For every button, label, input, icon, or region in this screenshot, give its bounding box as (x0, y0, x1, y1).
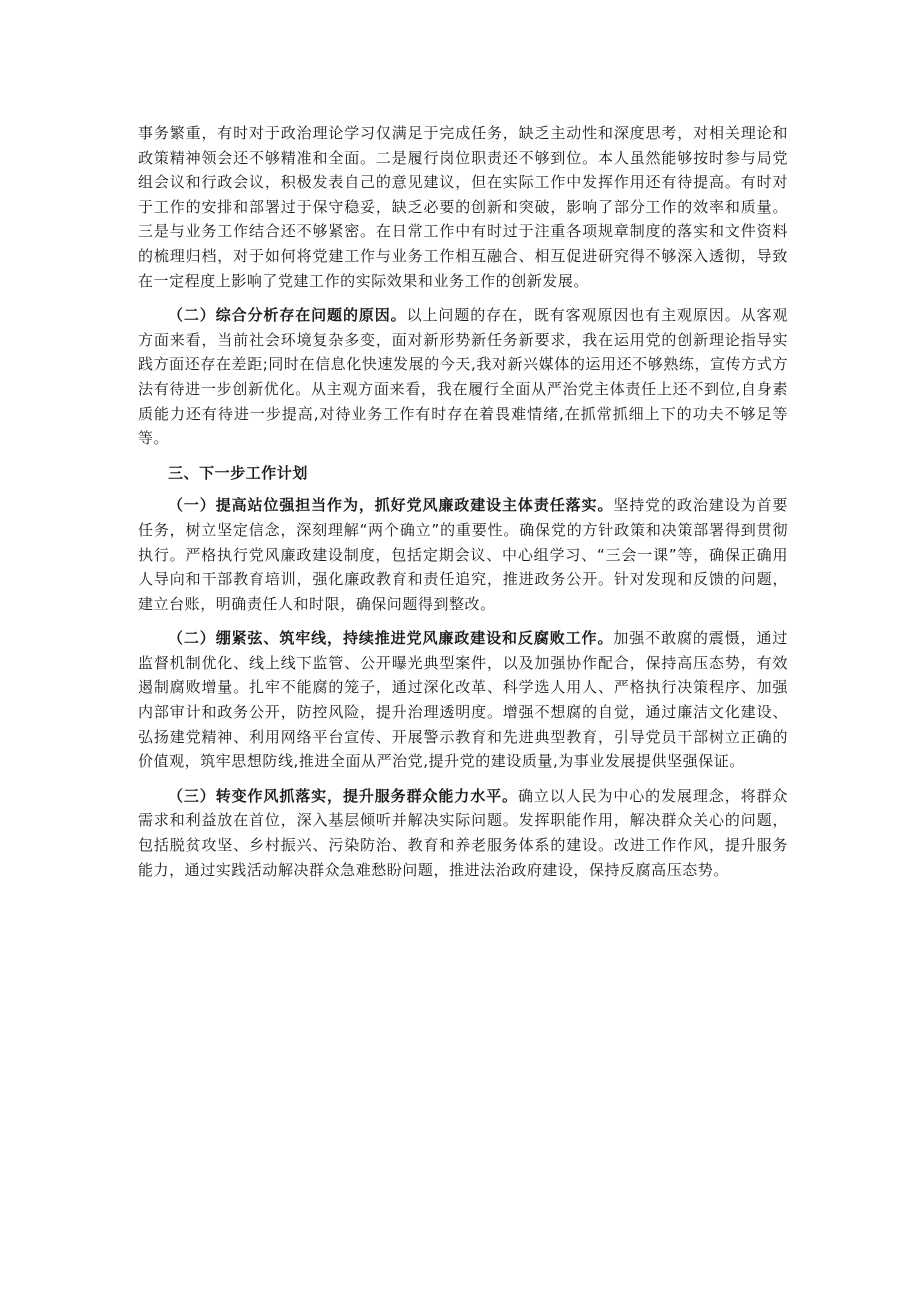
paragraph-plan-1-body: 坚持党的政治建设为首要任务，树立坚定信念，深刻理解“两个确立”的重要性。确保党的方针政策和决策部署得到贯彻执行。严格执行党风廉政建设制度，包括定期会议、中心组学习、“三会一课”等，确保正确用人导向和干部教育培训，强化廉政教育和责任追究，推进政务公开。针对发现和反馈的问题，建立台账，明确责任人和时限，确保问题得到整改。 (138, 496, 788, 613)
paragraph-plan-3-body: 确立以人民为中心的发展理念，将群众需求和利益放在首位，深入基层倾听并解决实际问题。发挥职能作用，解决群众关心的问题，包括脱贫攻坚、乡村振兴、污染防治、教育和养老服务体系的建设。改进工作作风，提升服务能力，通过实践活动解决群众急难愁盼问题，推进法治政府建设，保持反腐高压态势。 (138, 786, 788, 879)
paragraph-plan-3-lead: （三）转变作风抓落实，提升服务群众能力水平。 (168, 786, 518, 805)
paragraph-causes (138, 303, 788, 451)
document-body (138, 121, 788, 892)
paragraph-plan-2-body: 加强不敢腐的震慑，通过监督机制优化、线上线下监管、公开曝光典型案件，以及加强协作配合，保持高压态势，有效遏制腐败增量。扎牢不能腐的笼子，通过深化改革、科学选人用人、严格执行决策程序、加强内部审计和政务公开，防控风险，提升治理透明度。增强不想腐的自觉，通过廉洁文化建设、弘扬建党精神、利用网络平台宣传、开展警示教育和先进典型教育，引导党员干部树立正确的价值观，筑牢思想防线,推进全面从严治党,提升党的建设质量,为事业发展提供坚强保证。 (138, 629, 788, 771)
paragraph-causes-body: 以上问题的存在，既有客观原因也有主观原因。从客观方面来看，当前社会环境复杂多变，面对新形势新任务新要求，我在运用党的创新理论指导实践方面还存在差距;同时在信息化快速发展的今天,我对新兴媒体的运用还不够熟练，宣传方式方法有待进一步创新优化。从主观方面来看，我在履行全面从严治党主体责任上还不到位,自身素质能力还有待进一步提高,对待业务工作有时存在着畏难情绪,在抓常抓细上下的功夫不够足等等。 (138, 306, 788, 448)
paragraph-continued: 事务繁重，有时对于政治理论学习仅满足于完成任务，缺乏主动性和深度思考，对相关理论和政策精神领会还不够精准和全面。二是履行岗位职责还不够到位。本人虽然能够按时参与局党组会议和行政会议，积极发表自己的意见建议，但在实际工作中发挥作用还有待提高。有时对于工作的安排和部署过于保守稳妥，缺乏必要的创新和突破，影响了部分工作的效率和质量。三是与业务工作结合还不够紧密。在日常工作中有时过于注重各项规章制度的落实和文件资料的梳理归档，对于如何将党建工作与业务工作相互融合、相互促进研究得不够深入透彻，导致在一定程度上影响了党建工作的实际效果和业务工作的创新发展。 (138, 124, 788, 290)
paragraph-plan-1 (138, 493, 788, 616)
paragraph-plan-2-lead: （二）绷紧弦、筑牢线，持续推进党风廉政建设和反腐败工作。 (168, 629, 614, 648)
paragraph-causes-lead: （二）综合分析存在问题的原因。 (168, 306, 407, 325)
paragraph-plan-3 (138, 784, 788, 882)
paragraph-plan-2 (138, 626, 788, 774)
section-heading-next-plan: 三、下一步工作计划 (168, 463, 308, 482)
paragraph-plan-1-lead: （一）提高站位强担当作为，抓好党风廉政建设主体责任落实。 (168, 496, 614, 515)
